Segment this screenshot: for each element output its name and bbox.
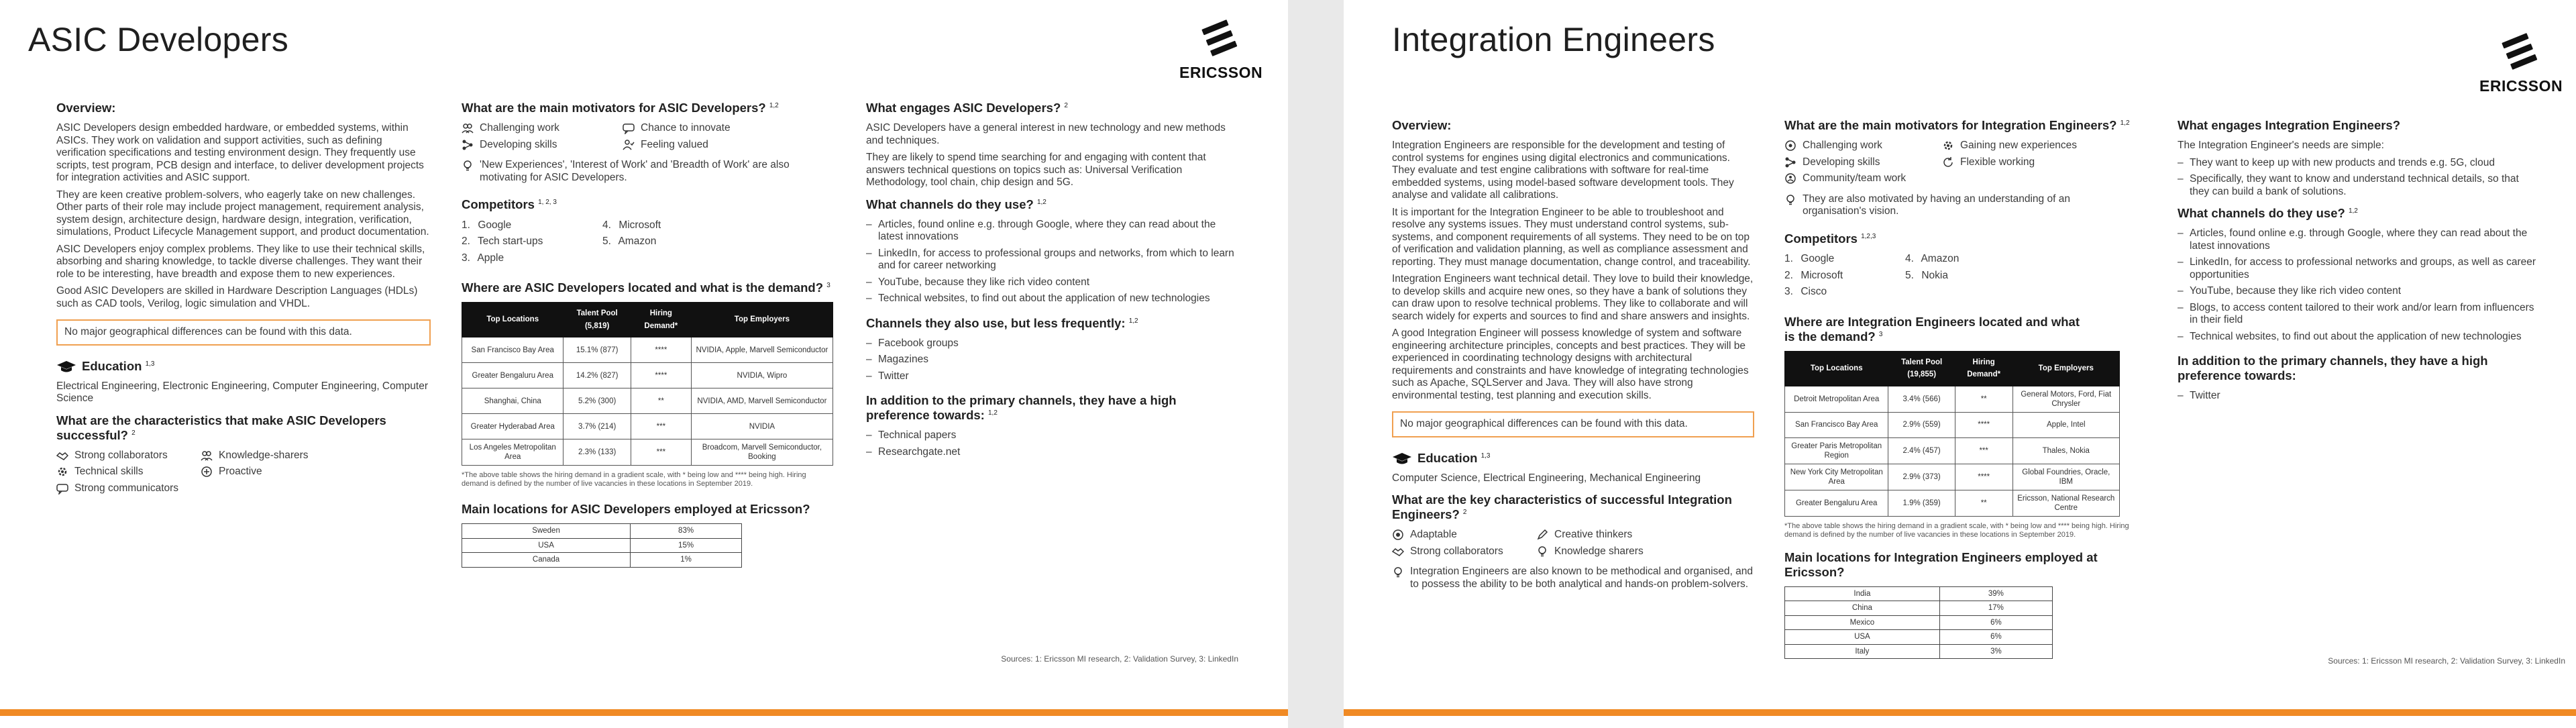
ericsson-logo bbox=[1179, 15, 1263, 82]
characteristic-item: Strong communicators bbox=[56, 482, 194, 495]
channels-list bbox=[2178, 227, 2540, 343]
characteristic-item: Creative thinkers bbox=[1536, 529, 1674, 541]
competitor-item: 3. Cisco bbox=[1784, 286, 1827, 297]
competitor-item: 4. Amazon bbox=[1905, 253, 1960, 264]
characteristic-item: Knowledge sharers bbox=[1536, 545, 1674, 558]
motivator-item: Gaining new experiences bbox=[1942, 140, 2093, 152]
list-item: – Articles, found online e.g. through Google, where they can read about the latest innovations bbox=[2178, 227, 2540, 252]
motivators-column bbox=[462, 101, 833, 568]
channels-heading: What channels do they use? $^{1,2}$ bbox=[866, 197, 1046, 211]
overview-paragraph: Integration Engineers are responsible for the development and testing of control systems for engines using digital electronics and communications. They evaluate and test engine calibrations with software for real-time embedded systems, using model-based software development tools. They analyse and validate all calibrations. bbox=[1392, 140, 1734, 201]
list-item: – LinkedIn, for access to professional groups and networks, from which to learn and for career networking bbox=[866, 248, 1242, 272]
overview-heading: Overview: bbox=[1392, 118, 1452, 132]
motivators-list bbox=[462, 122, 777, 151]
engages-paragraph: ASIC Developers have a general interest in new technology and new methods and techniques. bbox=[866, 122, 1226, 146]
graph-icon bbox=[1784, 156, 1796, 168]
motivator-item: Challenging work bbox=[1784, 140, 1935, 152]
table-row: Los Angeles Metropolitan Area 2.3% (133) *** Broadcom, Marvell Semiconductor, Booking bbox=[462, 439, 833, 466]
preference-heading: In addition to the primary channels, they have a high preference towards: bbox=[2178, 354, 2488, 382]
preference-list bbox=[866, 429, 1242, 458]
table-header: Hiring Demand* bbox=[1955, 351, 2012, 386]
motivator-item: Flexible working bbox=[1942, 156, 2093, 169]
overview-paragraph: Good ASIC Developers are skilled in Hardware Description Languages (HDLs) such as CAD tools, Verilog, logic simulation and VHDL. bbox=[56, 285, 418, 309]
preference-list bbox=[2178, 390, 2540, 403]
education-text: Electrical Engineering, Electronic Engineering, Computer Engineering, Computer Science bbox=[56, 380, 428, 404]
list-item: – Specifically, they want to know and understand technical details, so that they can build a bank of solutions. bbox=[2178, 173, 2540, 198]
table-row: Italy 3% bbox=[1785, 644, 2053, 659]
characteristics-list bbox=[56, 450, 338, 495]
refresh-icon bbox=[1942, 156, 1954, 168]
logo-text: ERICSSON bbox=[1179, 64, 1263, 81]
locations-heading: Where are Integration Engineers located and what is the demand? $^3$ bbox=[1784, 314, 2080, 344]
table-row: Shanghai, China 5.2% (300) ** NVIDIA, AMD, Marvell Semiconductor bbox=[462, 388, 833, 414]
table-row: Greater Paris Metropolitan Region 2.4% (457) *** Thales, Nokia bbox=[1785, 437, 2120, 464]
locations-footnote: *The above table shows the hiring demand in a gradient scale, with * being low and **** being high. Hiring demand is defined by the number of live vacancies in these locations in September 2019. bbox=[462, 471, 806, 488]
list-item: – LinkedIn, for access to professional networks and groups, as well as career opportunities bbox=[2178, 256, 2540, 281]
graduation-cap-icon bbox=[56, 360, 76, 374]
table-header: Talent Pool (5,819) bbox=[564, 303, 631, 337]
overview-paragraph: It is important for the Integration Engineer to be able to troubleshoot and resolve any systems issues. They must understand control systems, sub-systems, and component requirements of all systems. They need to be on top of verification and validation planning, as well as compliance assessment and reporting. They must manage documentation, change control, and traceability. bbox=[1392, 206, 1751, 268]
education-text: Computer Science, Electrical Engineering, Mechanical Engineering bbox=[1392, 472, 1701, 484]
list-item: – Blogs, to access content tailored to their work and/or learn from influencers in their field bbox=[2178, 302, 2540, 327]
locations-table bbox=[1784, 351, 2120, 517]
competitor-item: 5. Amazon bbox=[602, 236, 657, 247]
table-row: India 39% bbox=[1785, 586, 2053, 601]
employed-table bbox=[1784, 586, 2053, 660]
list-item: – They want to keep up with new products and trends e.g. 5G, cloud bbox=[2178, 157, 2540, 170]
bottom-accent-bar bbox=[0, 709, 1288, 716]
motivator-item: Community/team work bbox=[1784, 172, 1935, 185]
table-row: USA 15% bbox=[462, 538, 742, 553]
characteristics-heading: What are the key characteristics of successful Integration Engineers? $^2$ bbox=[1392, 492, 1732, 521]
ericsson-logo bbox=[2479, 28, 2563, 95]
locations-heading: Where are ASIC Developers located and what is the demand? $^3$ bbox=[462, 280, 830, 295]
person-check-icon bbox=[623, 139, 635, 151]
list-item: – Technical websites, to find out about the application of new technologies bbox=[2178, 331, 2540, 344]
table-row: Mexico 6% bbox=[1785, 615, 2053, 630]
less-channels-heading: Channels they also use, but less frequently: $^{1,2}$ bbox=[866, 315, 1138, 330]
overview-paragraph: Integration Engineers want technical detail. They love to build their knowledge, to develop skills and acquire new ones, so they have a bank of solutions they can draw upon to resolve technical problems. They like to collaborate and will search widely for experts and sources to find and share answers and insights. bbox=[1392, 273, 1754, 322]
engages-heading: What engages Integration Engineers? bbox=[2178, 118, 2401, 132]
geo-note-box: No major geographical differences can be found with this data. bbox=[1392, 411, 1754, 437]
table-row: San Francisco Bay Area 2.9% (559) **** Apple, Intel bbox=[1785, 412, 2120, 437]
competitor-item: 3. Apple bbox=[462, 252, 504, 264]
table-header: Talent Pool (19,855) bbox=[1888, 351, 1955, 386]
plus-icon bbox=[201, 466, 213, 478]
lightbulb-icon bbox=[462, 160, 474, 172]
table-row: Greater Hyderabad Area 3.7% (214) *** NVIDIA bbox=[462, 414, 833, 439]
table-header: Top Employers bbox=[2012, 351, 2119, 386]
competitors-heading: Competitors $^{1,2,3}$ bbox=[1784, 231, 1876, 246]
education-label: Education $^{1,3}$ bbox=[1417, 451, 1491, 466]
ericsson-logo-icon bbox=[2479, 28, 2560, 75]
overview-column bbox=[56, 101, 431, 503]
people-icon bbox=[462, 122, 474, 134]
employed-table bbox=[462, 523, 742, 568]
engages-list bbox=[2178, 157, 2540, 199]
list-item: – Facebook groups bbox=[866, 337, 1242, 350]
table-row: Sweden 83% bbox=[462, 524, 742, 539]
people-icon bbox=[1784, 140, 1796, 152]
geo-note-box: No major geographical differences can be found with this data. bbox=[56, 319, 431, 346]
engages-column bbox=[2178, 118, 2540, 407]
cog-icon bbox=[56, 466, 68, 478]
ericsson-logo-icon bbox=[1179, 15, 1260, 62]
preference-heading: In addition to the primary channels, they have a high preference towards: $^{1,2}$ bbox=[866, 393, 1177, 422]
table-row: USA 6% bbox=[1785, 630, 2053, 645]
list-item: – Twitter bbox=[866, 370, 1242, 383]
table-row: Greater Bengaluru Area 1.9% (359) ** Ericsson, National Research Centre bbox=[1785, 490, 2120, 516]
list-item: – YouTube, because they like rich video content bbox=[866, 276, 1242, 289]
motivator-item: Developing skills bbox=[462, 139, 616, 152]
table-header: Top Locations bbox=[462, 303, 564, 337]
chat-icon bbox=[56, 482, 68, 495]
table-header: Top Employers bbox=[691, 303, 833, 337]
bottom-accent-bar bbox=[1344, 709, 2576, 716]
table-header: Top Locations bbox=[1785, 351, 1888, 386]
locations-footnote: *The above table shows the hiring demand in a gradient scale, with * being low and **** being high. Hiring demand is defined by the number of live vacancies in these locations in September 2019. bbox=[1784, 521, 2129, 539]
education-header bbox=[56, 360, 431, 374]
list-item: – Magazines bbox=[866, 354, 1242, 366]
channels-list bbox=[866, 219, 1242, 305]
competitor-item: 2. Microsoft bbox=[1784, 269, 1843, 281]
flex-icon bbox=[1392, 529, 1404, 541]
engages-paragraph: The Integration Engineer's needs are simple: bbox=[2178, 140, 2384, 151]
motivators-note: They are also motivated by having an understanding of an organisation's vision. bbox=[1784, 193, 2133, 218]
motivator-item: Challenging work bbox=[462, 122, 616, 135]
page-title: ASIC Developers bbox=[28, 21, 288, 58]
table-row: New York City Metropolitan Area 2.9% (373) **** Global Foundries, Oracle, IBM bbox=[1785, 464, 2120, 490]
engages-column bbox=[866, 101, 1242, 462]
table-row: China 17% bbox=[1785, 601, 2053, 616]
motivator-item: Feeling valued bbox=[623, 139, 777, 152]
engages-paragraph: They are likely to spend time searching for and engaging with content that answers technical questions on topics such as: Universal Verification Methodology, tool chain, chip design and 5G. bbox=[866, 152, 1206, 188]
table-row: Canada 1% bbox=[462, 553, 742, 568]
table-row: San Francisco Bay Area 15.1% (877) **** NVIDIA, Apple, Marvell Semiconductor bbox=[462, 337, 833, 363]
motivators-heading: What are the main motivators for ASIC Developers? $^{1,2}$ bbox=[462, 101, 779, 115]
overview-column bbox=[1392, 118, 1754, 599]
motivators-note: 'New Experiences', 'Interest of Work' and 'Breadth of Work' are also motivating for ASIC Developers. bbox=[462, 159, 833, 184]
competitor-item: 1. Google bbox=[1784, 253, 1835, 264]
characteristics-heading: What are the characteristics that make ASIC Developers successful? $^2$ bbox=[56, 413, 386, 442]
list-item: – Technical websites, to find out about the application of new technologies bbox=[866, 293, 1242, 305]
competitor-item: 2. Tech start-ups bbox=[462, 236, 543, 247]
employed-heading: Main locations for ASIC Developers employed at Ericsson? bbox=[462, 502, 810, 516]
team-icon bbox=[1784, 172, 1796, 185]
list-item: – Technical papers bbox=[866, 429, 1242, 442]
competitor-item: 1. Google bbox=[462, 219, 512, 231]
education-label: Education $^{1,3}$ bbox=[82, 359, 155, 374]
competitor-item: 4. Microsoft bbox=[602, 219, 661, 231]
handshake-icon bbox=[1392, 545, 1404, 558]
list-item: – Researchgate.net bbox=[866, 446, 1242, 459]
overview-paragraph: They are keen creative problem-solvers, who eagerly take on new challenges. Other parts of their role may include project management, requirement analysis, system design, architecture design, hardware design, integration, verification, simulations, Product Lifecycle Management support, and product documentation. bbox=[56, 189, 429, 238]
engages-heading: What engages ASIC Developers? $^2$ bbox=[866, 101, 1068, 115]
locations-table bbox=[462, 302, 833, 466]
list-item: – Articles, found online e.g. through Google, where they can read about the latest innovations bbox=[866, 219, 1242, 244]
overview-paragraph: A good Integration Engineer will possess knowledge of system and software engineering architecture principles, concepts and best practices. They will be experienced in coordinating technology designs with architectural requirements and constraints and have knowledge of integrating technologies such as Apache, SQLServer and Java. They will also have strong environmental testing, test planning and execution skills. bbox=[1392, 327, 1749, 401]
table-row: Greater Bengaluru Area 14.2% (827) **** NVIDIA, Wipro bbox=[462, 363, 833, 388]
characteristic-item: Knowledge-sharers bbox=[201, 450, 338, 462]
characteristics-list bbox=[1392, 529, 1674, 558]
characteristic-item: Strong collaborators bbox=[1392, 545, 1529, 558]
table-row: Detroit Metropolitan Area 3.4% (566) ** General Motors, Ford, Fiat Chrysler bbox=[1785, 386, 2120, 412]
lightbulb-icon bbox=[1536, 545, 1548, 558]
slide-integration-engineers bbox=[1344, 0, 2576, 728]
motivators-heading: What are the main motivators for Integration Engineers? $^{1,2}$ bbox=[1784, 118, 2130, 132]
list-item: – YouTube, because they like rich video content bbox=[2178, 285, 2540, 298]
graph-icon bbox=[462, 139, 474, 151]
competitor-item: 5. Nokia bbox=[1905, 269, 1948, 281]
motivators-column bbox=[1784, 118, 2133, 659]
less-channels-list bbox=[866, 337, 1242, 383]
characteristic-item: Proactive bbox=[201, 466, 338, 478]
education-header bbox=[1392, 452, 1754, 466]
list-item: – Twitter bbox=[2178, 390, 2540, 403]
chat-icon bbox=[623, 122, 635, 134]
table-header: Hiring Demand* bbox=[631, 303, 691, 337]
employed-heading: Main locations for Integration Engineers employed at Ericsson? bbox=[1784, 550, 2098, 579]
sources-text: Sources: 1: Ericsson MI research, 2: Validation Survey, 3: LinkedIn bbox=[1001, 654, 1238, 664]
gear-icon bbox=[1942, 140, 1954, 152]
motivators-list bbox=[1784, 140, 2093, 185]
page-title: Integration Engineers bbox=[1392, 21, 1715, 58]
pencil-icon bbox=[1536, 529, 1548, 541]
characteristic-item: Strong collaborators bbox=[56, 450, 194, 462]
graduation-cap-icon bbox=[1392, 452, 1412, 466]
overview-heading: Overview: bbox=[56, 101, 116, 115]
competitors-heading: Competitors $^{1, 2, 3}$ bbox=[462, 197, 557, 211]
overview-paragraph: ASIC Developers enjoy complex problems. They like to use their technical skills, absorbing and sharing knowledge, to tackle diverse challenges. They want their role to be interesting, have breadth and expose them to new experiences. bbox=[56, 243, 425, 280]
motivator-item: Chance to innovate bbox=[623, 122, 777, 135]
motivator-item: Developing skills bbox=[1784, 156, 1935, 169]
people-icon bbox=[201, 450, 213, 462]
channels-heading: What channels do they use? $^{1,2}$ bbox=[2178, 206, 2358, 220]
sources-text: Sources: 1: Ericsson MI research, 2: Validation Survey, 3: LinkedIn bbox=[2328, 656, 2565, 666]
logo-text: ERICSSON bbox=[2479, 77, 2563, 95]
competitors-list bbox=[1784, 253, 2026, 299]
characteristic-item: Adaptable bbox=[1392, 529, 1529, 541]
characteristics-note: Integration Engineers are also known to be methodical and organised, and to possess the ability to be both analytical and hands-on problem-solvers. bbox=[1392, 566, 1754, 590]
handshake-icon bbox=[56, 450, 68, 462]
lightbulb-icon bbox=[1784, 194, 1796, 206]
characteristic-item: Technical skills bbox=[56, 466, 194, 478]
competitors-list bbox=[462, 219, 743, 265]
overview-paragraph: ASIC Developers design embedded hardware, or embedded systems, within ASICs. They work on validation and support activities, such as defining verification specifications and testing environment design. They frequently use scripts, test program, PCB design and interface, to deliver development projects for integration activities and ASIC support. bbox=[56, 122, 424, 183]
lightbulb-icon bbox=[1392, 566, 1404, 578]
